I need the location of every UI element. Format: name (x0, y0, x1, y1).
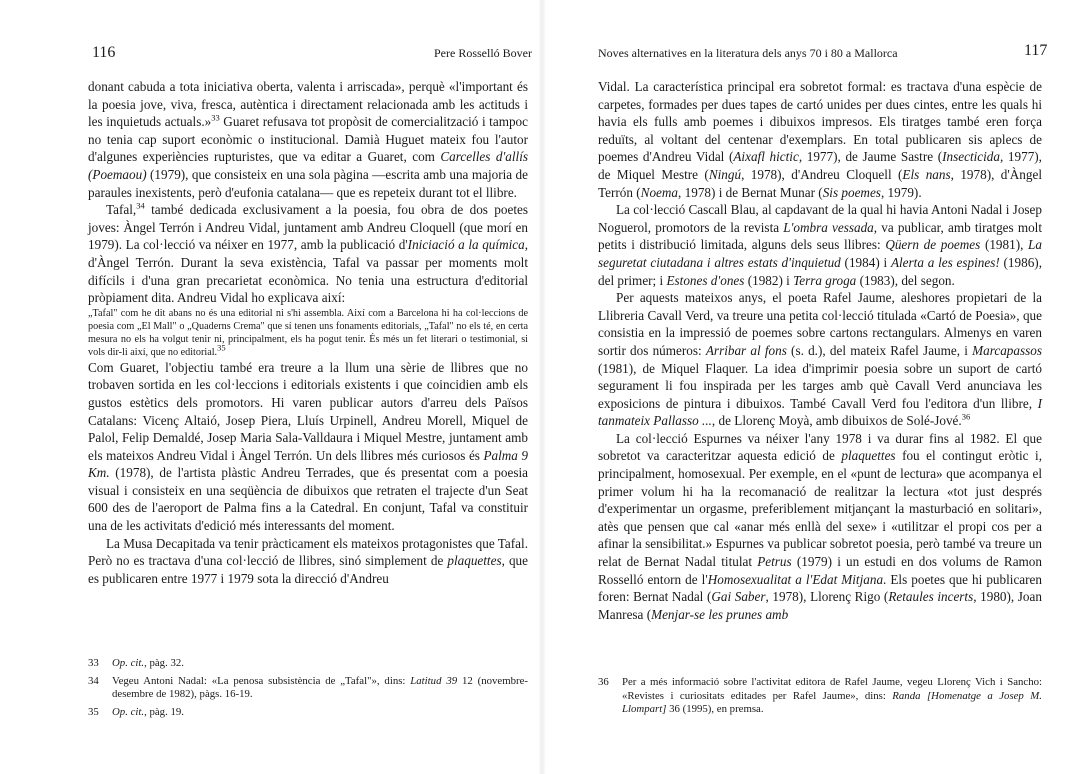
paragraph: La col·lecció Espurnes va néixer l'any 1978 i va durar fins al 1982. El que sobretot va caracteritzar aquesta edició de plaquettes fou el contingut eròtic i, principalment, homosexual. Per exemple, en el «punt de lectura» que acompanya el primer volum hi ha la recomanació de realitzar la lectura «tot just després d'experimentar un orgasme, preferiblement mitjançant la masturbació en solitari», atès que pensen que cal «anar més enllà del sexe» i «utilitzar el propi cos per a afinar la sensibilitat.» Espurnes va publicar sobretot poesia, però també va treure un relat de Bernat Nadal titulat Petrus (1979) i un estudi en dos volums de Ramon Rosselló entorn de l'Homosexualitat a l'Edat Mitjana. Els poetes que hi publicaren foren: Bernat Nadal (Gai Saber, 1978), Llorenç Rigo (Retaules incerts, 1980), Joan Manresa (Menjar-se les prunes amb (598, 430, 1042, 622)
block-quote: „Tafal" com he dit abans no és una editorial ni s'hi assembla. Així com a Barcelona hi ha col·leccions de poesia com „El Mall" o „Quaderns Crema" que sí tenen uns fonaments editorials, „Tafal" no els té, en certa mesura no els ha volgut tenir ni, principalment, els ha pogut tenir. És més un fet literari o testimonial, si vols dir-li així, que no editorial.$^{35}$ (88, 307, 528, 358)
paragraph: Vidal. La característica principal era sobretot formal: es tractava d'una espècie de carpetes, formades per dues tapes de cartó unides per dues cintes, entre les quals hi havia els fulls amb poemes i dibuixos impresos. Els tiratges també eren força reduïts, al voltant del centenar d'exemplars. En total publicaren sis aplecs de poemes d'Andreu Vidal (Aixafl hictic, 1977), de Jaume Sastre (Insecticida, 1977), de Miquel Mestre (Ningú, 1978), d'Andreu Cloquell (Els nans, 1978), d'Àngel Terrón (Noema, 1978) i de Bernat Munar (Sis poemes, 1979). (598, 79, 1042, 200)
paragraph: Tafal,$^{34}$ també dedicada exclusivament a la poesia, fou obra de dos poetes joves: Àngel Terrón i Andreu Vidal, juntament amb Andreu Cloquell (que morí en 1979). La col·lecció va néixer en 1977, amb la publicació d'Iniciació a la química, d'Àngel Terrón. Durant la seva existència, Tafal va passar per moments molt difícils i d'una gran precarietat econòmica. No tenia una estructura d'editorial pròpiament dita. Andreu Vidal ho explicava així: (88, 200, 528, 306)
paragraph: Com Guaret, l'objectiu també era treure a la llum una sèrie de llibres que no trobaven sortida en les col·leccions i editorials existents i que coincidien amb els gustos estètics dels promotors. Hi varen publicar autors d'arreu dels Països Catalans: Vicenç Altaió, Josep Piera, Lluís Urpinell, Andreu Morell, Miquel de Palol, Felip Demaldé, Josep Maria Sala-Valldaura i Miquel Mestre, juntament amb els mateixos Andreu Vidal i Àngel Terrón. Un dels llibres més curiosos és Palma 9 Km. (1978), de l'artista plàstic Andreu Terrades, que és presentat com a poesia visual i consisteix en una seqüència de dibuixos que retraten el trajecte d'un Seat 600 des de l'aeroport de Palma fins a la Catedral. En conjunt, Tafal va constituir una de les activitats d'edició més interessants del moment. (88, 359, 528, 534)
footnote: 35 Op. cit., pàg. 19. (88, 705, 184, 718)
paragraph: donant cabuda a tota iniciativa oberta, valenta i arriscada», perquè «l'important és la poesia jove, viva, fresca, autèntica i directament relacionada amb les actituds i les inquietuds actuals.»$^{33}$ Guaret refusava tot propòsit de comercialització i tampoc no tenia cap suport econòmic o institucional. Damià Huguet mateix fou l'autor d'algunes experiències rupturistes, que va editar a Guaret, com Carcelles d'allís (Poemaou) (1979), que consisteix en una sola pàgina —escrita amb una majoria de paraules inexistents, però d'eufonia catalana— que es repeteix durant tot el llibre. (88, 79, 528, 200)
running-head: Pere Rosselló Bover (434, 46, 532, 60)
footnotes (88, 657, 528, 723)
footnotes (598, 676, 1042, 721)
right-page (542, 0, 1084, 774)
paragraph: Per aquests mateixos anys, el poeta Rafel Jaume, aleshores propietari de la Llibreria Cavall Verd, va treure una petita col·lecció titulada «Cartó de Poesia», que consistia en la impressió de poemes sobre cartons rectangulars. Almenys en varen sortir dos números: Arribar al fons (s. d.), del mateix Rafel Jaume, i Marcapassos (1981), de Miquel Flaquer. La idea d'imprimir poesia sobre un suport de cartó segurament li fou inspirada per les targes amb què Cavall Verd anunciava les exposicions de pintura i dibuixos. També Cavall Verd fou l'editora d'un llibre, I tanmateix Pallasso ..., de Llorenç Moyà, amb dibuixos de Solé-Jové.$^{36}$ (598, 290, 1042, 429)
running-head: Noves alternatives en la literatura dels anys 70 i 80 a Mallorca (598, 46, 898, 60)
paragraph: La col·lecció Cascall Blau, al capdavant de la qual hi havia Antoni Nadal i Josep Noguerol, promotors de la revista L'ombra vessada, va publicar, amb tiratges molt petits i distribució limitada, alguns dels seus llibres: Qüern de poemes (1981), La seguretat ciutadana i altres estats d'inquietud (1984) i Alerta a les espines! (1986), del primer; i Estones d'ones (1982) i Terra groga (1983), del segon. (598, 202, 1043, 288)
paragraph: La Musa Decapitada va tenir pràcticament els mateixos protagonistes que Tafal. Però no es tractava d'una col·lecció de llibres, sinó simplement de plaquettes, que es publicaren entre 1977 i 1979 sota la direcció d'Andreu (88, 535, 528, 586)
main-text (598, 78, 1042, 623)
footnote: 33 Op. cit., pàg. 32. (88, 657, 184, 669)
page-number: 116 (92, 44, 116, 61)
footnote: 34 Vegeu Antoni Nadal: «La penosa subsistència de „Tafal"», dins: Latitud 39 12 (novembre-desembre de 1982), pàgs. 16-19. (88, 674, 529, 700)
page-number: 117 (1024, 42, 1048, 59)
footnote: 36 Per a més informació sobre l'activitat editora de Rafel Jaume, vegeu Llorenç Vich i Sancho: «Revistes i curiositats editades per Rafel Jaume», dins: Randa [Homenatge a Josep M. Llompart] 36 (1995), en premsa. (598, 676, 1042, 715)
main-text (88, 78, 528, 587)
